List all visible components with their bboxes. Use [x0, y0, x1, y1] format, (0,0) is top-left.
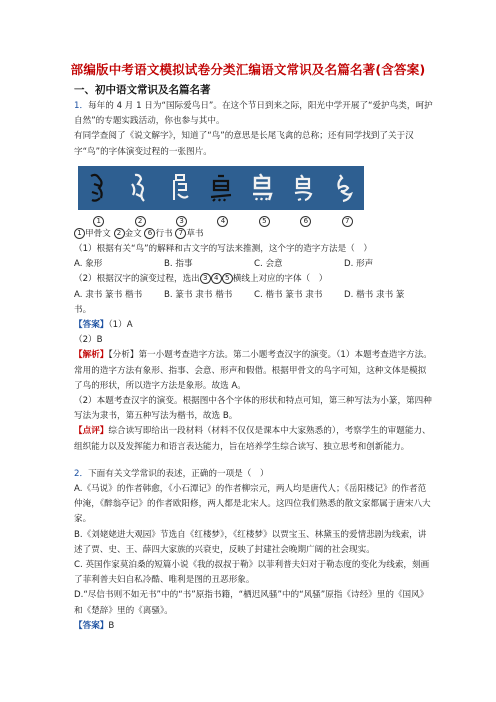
glyph-label-3: 3	[176, 216, 187, 227]
font-legend: 1 甲骨文 2 金文 6 行书 7 草书	[74, 227, 434, 242]
running-bird-glyph	[287, 170, 319, 206]
clerical-bird-glyph	[205, 170, 237, 206]
comment-paragraph: 【点评】综合读写即给出一段材料（材料不仅仅是课本中大家熟悉的），考察学生的审题能力、组织能力以及发挥能力和语言表达能力，旨在培养学生综合读写、独立思考和创新能力。	[74, 426, 431, 452]
glyph-label-7: 7	[342, 216, 353, 227]
sub-question-1-options	[74, 257, 434, 272]
option-a: A. 象形	[74, 259, 103, 270]
option-d: D. 形声	[344, 259, 374, 270]
comment-tag: 【点评】	[74, 426, 109, 437]
question-1-stem-2: 有同学查阅了《说文解字》，知道了“鸟”的意思是长尾飞禽的总称；还有同学找到了关于汉字“鸟”的字体演变过程的一张图片。	[74, 131, 414, 157]
document-title: 部编版中考语文模拟试卷分类汇编语文常识及名篇名著(含答案)	[70, 62, 426, 77]
analysis-paragraph-2: （2）本题考查汉字的演变。根据图中各个字体的形状和特点可知，第三种写法为小篆，第四种写法为隶书，第五种写法为楷书，故选 B。	[74, 396, 432, 422]
glyph-label-1: 1	[93, 216, 104, 227]
question-number: 1．	[74, 101, 89, 111]
glyph-label-2: 2	[135, 216, 146, 227]
question-2-option-d: D.“尽信书则不如无书”中的“书”原指书籍，“栖迟风骚”中的“风骚”原指《诗经》里的《国风》和《楚辞》里的《离骚》。	[74, 590, 429, 616]
question-2-option-b: B.《刘姥姥进大观园》节选自《红楼梦》，《红楼梦》以贾宝玉、林黛玉的爱情悲剧为线索，讲述了贾、史、王、薛四大家族的兴衰史，反映了封建社会晚期广阔的社会现实。	[74, 529, 427, 555]
analysis-paragraph: 【解析】【分析】第一小题考查造字方法。第二小题考查汉字的演变。（1）本题考查造字方法。常用的造字方法有象形、指事、会意、形声和假借。根据甲骨文的鸟字可知，这种文体是模拟了鸟的形状，所以造字方法是象形。故选 A。	[74, 350, 432, 391]
document-body	[74, 82, 434, 634]
bronze-bird-glyph	[123, 170, 155, 206]
glyph-number-labels	[78, 216, 368, 227]
answer-line-2: （2）B	[74, 335, 103, 346]
option-b: B. 指事	[164, 259, 193, 270]
option-a: A. 隶书 篆书 楷书	[74, 289, 143, 300]
sub-question-1: （1）根据有关“鸟”的解释和古文字的写法来推测，这个字的造字方法是（ ）	[74, 244, 372, 255]
question-number: 2．	[74, 468, 89, 479]
glyph-label-4: 4	[217, 216, 228, 227]
option-d: D. 楷书 隶书 篆	[344, 289, 405, 300]
option-c: C. 会意	[254, 259, 283, 270]
option-b: B. 篆书 隶书 楷书	[164, 289, 233, 300]
analysis-tag: 【解析】	[74, 350, 109, 361]
sub-question-2-options	[74, 288, 434, 303]
option-c: C. 楷书 篆书 隶书	[254, 289, 323, 300]
question-1-stem: 1．每年的 4 月 1 日为“国际爱鸟日”。在这个节日到来之际，阳光中学开展了“爱护鸟类，呵护自然”的专题实践活动，你也参与其中。	[74, 101, 433, 127]
glyph-label-6: 6	[300, 216, 311, 227]
glyph-label-5: 5	[259, 216, 270, 227]
question-2-stem: 2．下面有关文学常识的表述，正确的一项是（ ）	[74, 468, 269, 479]
seal-bird-glyph	[164, 170, 196, 206]
bird-glyph-strip	[78, 166, 364, 210]
oracle-bone-bird-glyph	[82, 170, 114, 206]
answer-line: 【答案】（1）A	[74, 320, 133, 331]
question-2-option-c: C. 英国作家莫泊桑的短篇小说《我的叔叔于勒》以菲利普夫妇对于勒态度的变化为线索，刻画了菲利普夫妇自私冷酷、唯利是图的丑恶形象。	[74, 560, 430, 586]
cursive-bird-glyph	[327, 170, 359, 206]
regular-bird-glyph	[246, 170, 278, 206]
answer-tag: 【答案】	[74, 620, 109, 631]
sub-question-2: （2）根据汉字的演变过程，选出 3 4 5 横线上对应的字体（ ）	[74, 274, 328, 285]
question-2-option-a: A.《马说》的作者韩愈，《小石潭记》的作者柳宗元，两人均是唐代人；《岳阳楼记》的作者范仲淹，《醉翁亭记》的作者欧阳修，两人都是北宋人。这四位我们熟悉的散文家都属于唐宋八大家。	[74, 484, 431, 525]
sub-question-2-tail: 书。	[74, 304, 92, 315]
question-2-answer: 【答案】B	[74, 620, 115, 631]
section-heading: 一、初中语文常识及名篇名著	[74, 84, 211, 96]
answer-tag: 【答案】	[74, 320, 109, 331]
